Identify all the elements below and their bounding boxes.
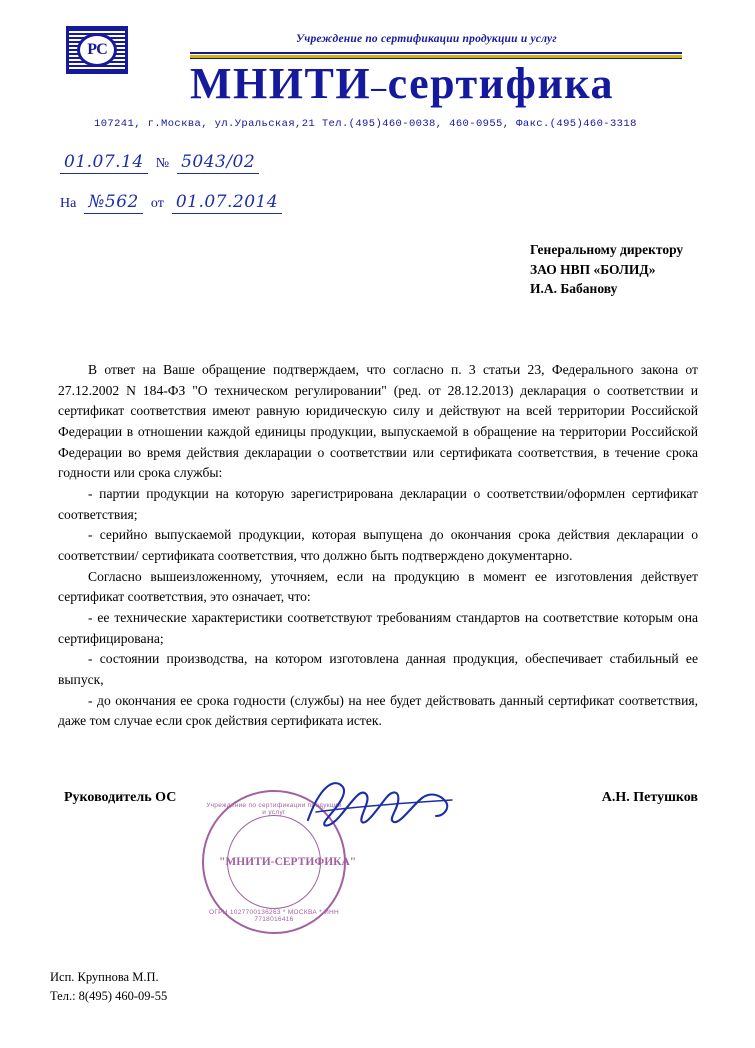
- letterhead-title: [190, 58, 690, 109]
- letterhead-title-part1: МНИТИ: [190, 59, 372, 108]
- reply-from-label: от: [150, 196, 164, 211]
- footer-executor: Исп. Крупнова М.П.: [50, 970, 159, 984]
- reply-number: №562: [84, 192, 143, 214]
- registration-number: 5043/02: [177, 152, 259, 174]
- letterhead-title-dash: –: [371, 70, 388, 104]
- letter-body: [58, 360, 698, 732]
- stamp-arc-top-text: Учреждение по сертификации продукции и услуг: [206, 802, 342, 816]
- signature-role: Руководитель ОС: [64, 790, 177, 805]
- registration-block: [60, 152, 460, 228]
- signature-row: [58, 790, 698, 814]
- stamp-center-text: "МНИТИ-СЕРТИФИКА": [219, 856, 357, 868]
- letterhead-address: 107241, г.Москва, ул.Уральская,21 Тел.(495)460-0038, 460-0955, Факс.(495)460-3318: [94, 118, 637, 130]
- addressee-line-1: Генеральному директору: [530, 242, 684, 257]
- body-paragraph-4: Согласно вышеизложенному, уточняем, если на продукцию в момент ее изготовления действует сертификат соответствия, это означает, что:: [58, 568, 698, 605]
- signature-name: А.Н. Петушков: [601, 790, 698, 805]
- letterhead-title-part2: сертифика: [387, 59, 614, 108]
- number-symbol: №: [155, 156, 170, 171]
- addressee-block: [530, 240, 745, 299]
- registration-line-outgoing: [60, 152, 259, 174]
- document-footer: [50, 968, 167, 1006]
- registration-date: 01.07.14: [60, 152, 148, 174]
- letterhead-subtitle: Учреждение по сертификации продукции и услуг: [296, 33, 557, 45]
- registration-line-incoming: [60, 192, 282, 214]
- body-paragraph-6: - состоянии производства, на котором изготовлена данная продукция, обеспечивает стабильный ее выпуск,: [58, 651, 698, 687]
- letterhead: [0, 0, 755, 140]
- reply-prefix-label: На: [60, 196, 77, 211]
- body-paragraph-7: - до окончания ее срока годности (службы) на нее будет действовать данный сертификат соответствия, даже том случае если срок действия сертификата истек.: [58, 692, 698, 729]
- footer-phone: Тел.: 8(495) 460-09-55: [50, 988, 168, 1003]
- official-stamp: [202, 790, 357, 934]
- addressee-line-2: ЗАО НВП «БОЛИД»: [530, 261, 656, 277]
- body-paragraph-1: В ответ на Ваше обращение подтверждаем, что согласно п. 3 статьи 23, Федерального закона от 27.12.2002 N 184-ФЗ "О техническом регулировании" (ред. от 28.12.2013) декларация о соответствии и сертификат соответствия имеют равную юридическую силу и действуют на всей территории Российской Федерации в отношении каждой единицы продукции, выпускаемой в обращение на территории Российской Федерации во время действия декларации о соответствии или сертификата соответствия, в течение срока годности или срока службы:: [58, 362, 698, 481]
- addressee-line-3: И.А. Бабанову: [530, 281, 618, 297]
- body-paragraph-2: - партии продукции на которую зарегистрирована декларации о соответствии/оформлен сертификат соответствия;: [58, 485, 698, 522]
- organization-logo: [66, 26, 128, 74]
- stamp-arc-bottom-text: ОГРН 1027700136263 * МОСКВА * ИНН 7718016416: [208, 909, 340, 923]
- body-paragraph-5: - ее технические характеристики соответствуют требованиям стандартов на соответствие которым она сертифицирована;: [58, 609, 698, 646]
- reply-date: 01.07.2014: [172, 192, 282, 214]
- body-paragraph-3: - серийно выпускаемой продукции, которая выпущена до окончания срока действия декларации о соответствии/ сертификата соответствия, что должно быть подтверждено документарно.: [58, 527, 698, 563]
- logo-monogram: РС: [77, 33, 117, 67]
